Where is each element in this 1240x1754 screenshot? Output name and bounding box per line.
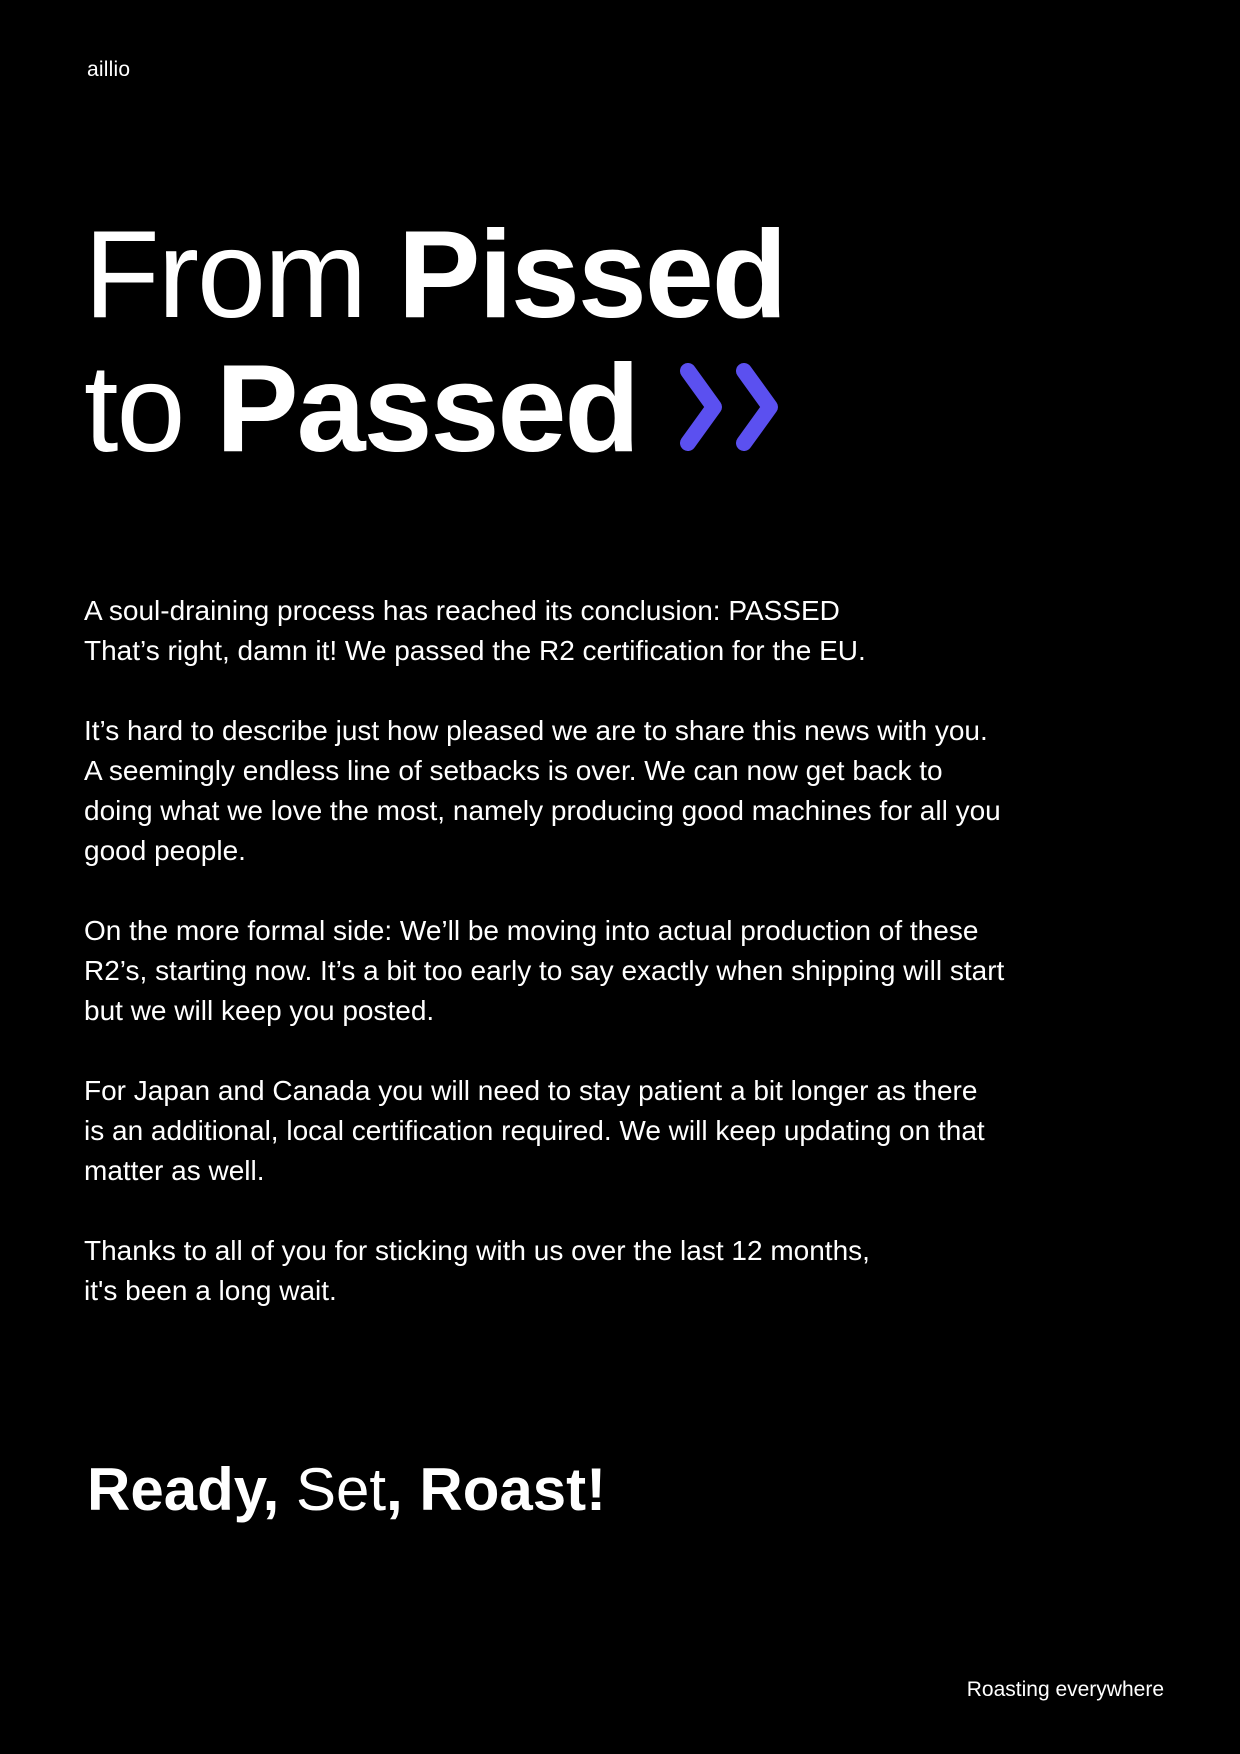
paragraph-thanks	[84, 1231, 1084, 1311]
text-line: it's been a long wait.	[84, 1275, 337, 1306]
tagline-set: Set	[279, 1456, 387, 1523]
announcement-body	[84, 591, 1084, 1351]
tagline-ready: Ready,	[87, 1456, 280, 1523]
text-line: On the more formal side: We’ll be moving into actual production of these	[84, 915, 979, 946]
text-line: matter as well.	[84, 1155, 265, 1186]
double-chevron-right-icon	[678, 363, 778, 451]
text-line: R2’s, starting now. It’s a bit too early to say exactly when shipping will start	[84, 955, 1005, 986]
text-line: For Japan and Canada you will need to stay patient a bit longer as there	[84, 1075, 978, 1106]
chevron-right-part	[744, 371, 770, 443]
text-line: good people.	[84, 835, 246, 866]
hero-line-2-light: to	[84, 340, 216, 478]
hero-line-1	[84, 208, 786, 342]
hero-line-1-bold: Pissed	[397, 206, 786, 344]
hero-line-2	[84, 342, 786, 476]
tagline	[87, 1455, 606, 1525]
paragraph-japan-canada	[84, 1071, 1084, 1191]
hero-headline	[84, 208, 786, 476]
text-line: A seemingly endless line of setbacks is over. We can now get back to	[84, 755, 943, 786]
paragraph-production	[84, 911, 1084, 1031]
text-line: Thanks to all of you for sticking with us over the last 12 months,	[84, 1235, 870, 1266]
paragraph-passed	[84, 591, 1084, 671]
brand-logo-text: aillio	[87, 58, 131, 81]
text-line: is an additional, local certification required. We will keep updating on that	[84, 1115, 985, 1146]
paragraph-pleased	[84, 711, 1084, 871]
text-line: It’s hard to describe just how pleased we are to share this news with you.	[84, 715, 988, 746]
hero-line-1-light: From	[84, 206, 398, 344]
footer-slogan: Roasting everywhere	[966, 1678, 1164, 1701]
text-line: That’s right, damn it! We passed the R2 certification for the EU.	[84, 635, 866, 666]
text-line: doing what we love the most, namely producing good machines for all you	[84, 795, 1001, 826]
chevron-left-part	[688, 371, 714, 443]
hero-line-2-bold: Passed	[215, 340, 639, 478]
text-line: but we will keep you posted.	[84, 995, 435, 1026]
tagline-roast: , Roast!	[386, 1456, 607, 1523]
text-line: A soul-draining process has reached its conclusion: PASSED	[84, 595, 840, 626]
